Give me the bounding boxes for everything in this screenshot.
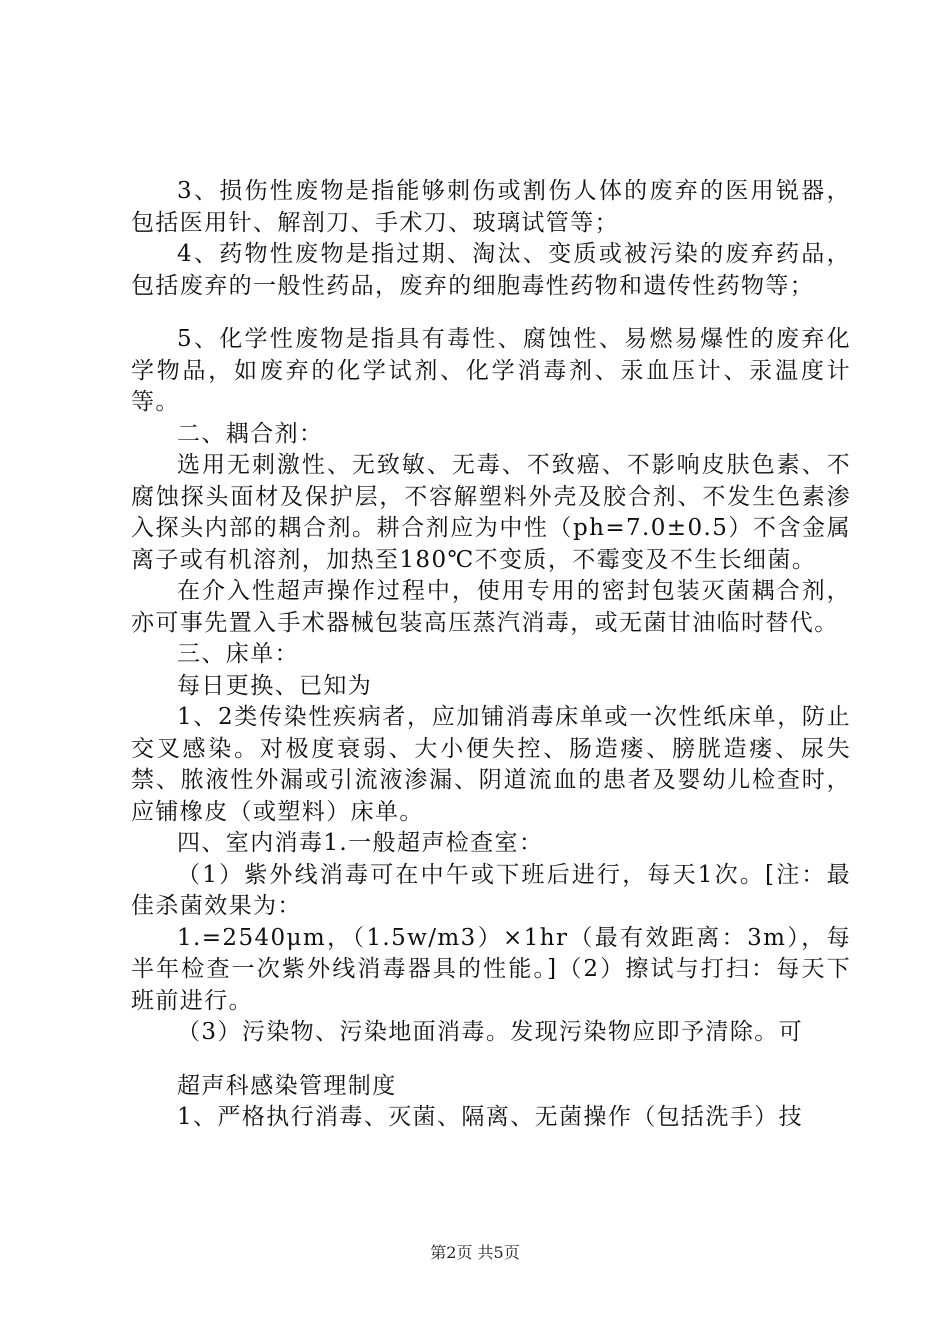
- paragraph-contamination-cleanup: （3）污染物、污染地面消毒。发现污染物应即予清除。可: [177, 1019, 804, 1045]
- paragraph-uv-parameters: 1.=2540μm，（1.5w/m3）×1hr（最有效距离：3m），每半年检查一次紫外线消毒器具的性能。]（2）擦试与打扫：每天下班前进行。: [131, 924, 851, 1014]
- paragraph-interventional-coupling: 在介入性超声操作过程中，使用专用的密封包装灭菌耦合剂，亦可事先置入手术器械包装高压蒸汽消毒，或无菌甘油临时替代。: [131, 578, 851, 636]
- page-footer: 第2页 共5页: [430, 1243, 520, 1262]
- paragraph-uv-disinfection: （1）紫外线消毒可在中午或下班后进行，每天1次。[注：最佳杀菌效果为：: [131, 861, 851, 919]
- heading-coupling-agent: 二、耦合剂：: [177, 420, 324, 447]
- paragraph-coupling-agent-selection: 选用无刺激性、无致敏、无毒、不致癌、不影响皮肤色素、不腐蚀探头面材及保护层，不容解塑料外壳及胶合剂、不发生色素渗入探头内部的耦合剂。耕合剂应为中性（ph=7.0±0.5）不含金属离子或有机溶剂，加热至180℃不变质，不霉变及不生长细菌。: [131, 452, 851, 573]
- heading-infection-management: 超声科感染管理制度: [177, 1072, 397, 1099]
- paragraph-chemical-waste: 5、化学性废物是指具有毒性、腐蚀性、易燃易爆性的废弃化学物品，如废弃的化学试剂、化学消毒剂、汞血压计、汞温度计等。: [131, 326, 851, 415]
- paragraph-sharp-waste: 3、损伤性废物是指能够刺伤或割伤人体的废弃的医用锐器，包括医用针、解剖刀、手术刀、玻璃试管等；: [131, 178, 851, 236]
- heading-indoor-disinfection: 四、室内消毒1.一般超声检查室：: [177, 830, 544, 856]
- document-body: [131, 176, 851, 1134]
- paragraph-strict-execution: 1、严格执行消毒、灭菌、隔离、无菌操作（包括洗手）技: [177, 1104, 804, 1130]
- paragraph-daily-change: 每日更换、已知为: [177, 672, 373, 699]
- paragraph-drug-waste: 4、药物性废物是指过期、淘汰、变质或被污染的废弃药品，包括废弃的一般性药品，废弃的细胞毒性药物和遗传性药物等；: [131, 241, 851, 299]
- heading-bed-sheet: 三、床单：: [177, 641, 299, 667]
- paragraph-infectious-patients: 1、2类传染性疾病者，应加铺消毒床单或一次性纸床单，防止交叉感染。对极度衰弱、大小便失控、肠造瘘、膀胱造瘘、尿失禁、脓液性外漏或引流液渗漏、阴道流血的患者及婴幼儿检查时，应铺橡皮（或塑料）床单。: [131, 704, 851, 825]
